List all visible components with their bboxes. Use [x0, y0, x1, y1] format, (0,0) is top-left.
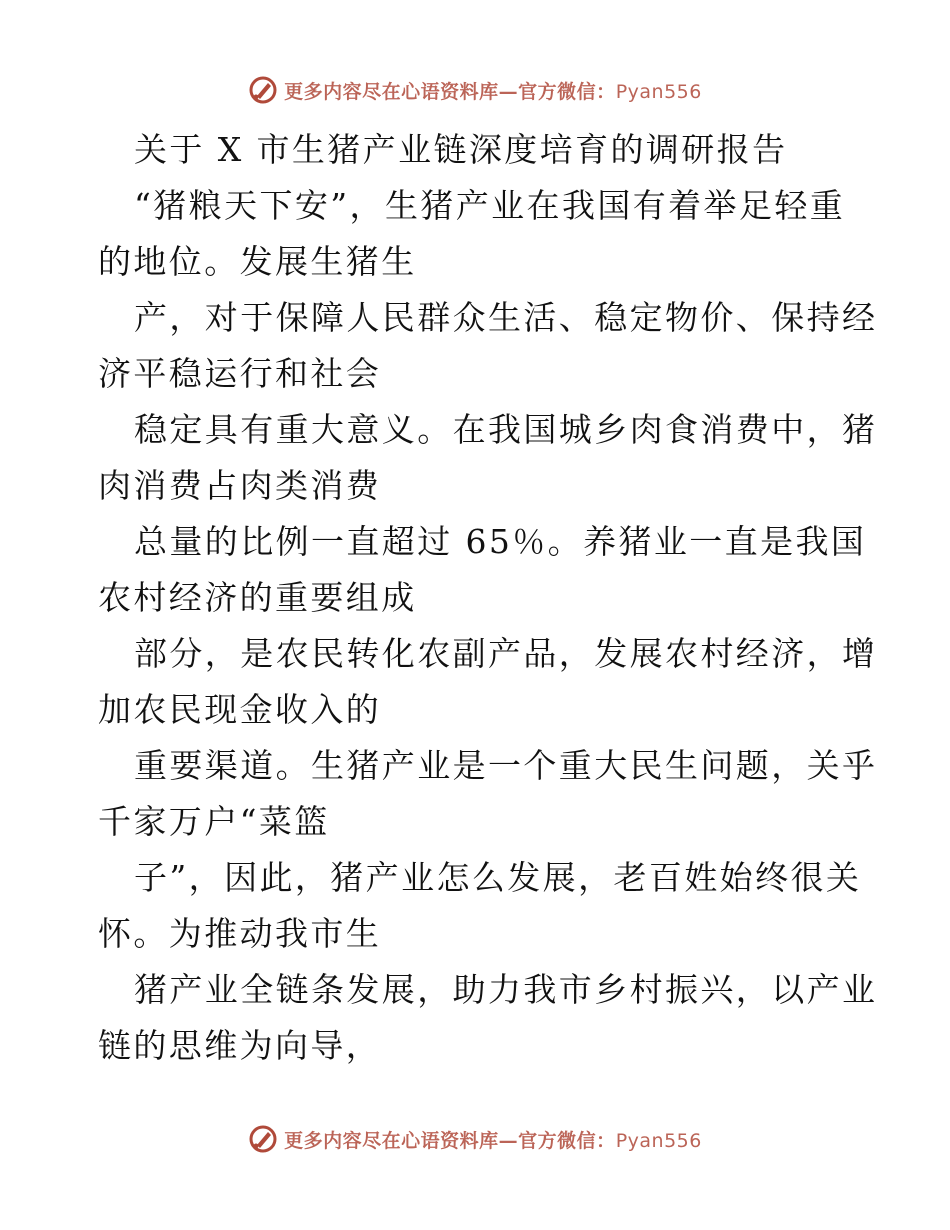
paragraph-line: 加农民现金收入的 [98, 690, 382, 729]
watermark-main: 更多内容尽在心语资料库 [284, 1129, 499, 1152]
watermark-separator: — [498, 1129, 519, 1152]
paragraph-line: 总量的比例一直超过 65％。养猪业一直是我国 [134, 522, 867, 561]
watermark-text [284, 77, 702, 104]
watermark-tail: 官方微信： [518, 1129, 616, 1152]
paragraph-line: 千家万户“菜篮 [98, 802, 330, 841]
pen-logo-icon [248, 75, 278, 105]
document-body [98, 122, 878, 1074]
paragraph-line: “猪粮天下安”，生猪产业在我国有着举足轻重 [134, 186, 846, 225]
watermark-banner-top [0, 70, 950, 110]
paragraph-line: 子”，因此，猪产业怎么发展，老百姓始终很关 [134, 858, 862, 897]
watermark-wechat-id: Pyan556 [615, 1129, 702, 1152]
paragraph-line: 部分，是农民转化农副产品，发展农村经济，增 [134, 634, 878, 673]
paragraph-line: 链的思维为向导， [98, 1026, 382, 1065]
watermark-inner [248, 1124, 702, 1154]
paragraph-line: 稳定具有重大意义。在我国城乡肉食消费中，猪 [134, 410, 878, 449]
watermark-inner [248, 75, 702, 105]
paragraph-line: 重要渠道。生猪产业是一个重大民生问题，关乎 [134, 746, 878, 785]
paragraph-line: 农村经济的重要组成 [98, 578, 417, 617]
document-title: 关于 X 市生猪产业链深度培育的调研报告 [134, 130, 788, 169]
paragraph-line: 产，对于保障人民群众生活、稳定物价、保持经 [134, 298, 878, 337]
pen-logo-icon [248, 1124, 278, 1154]
paragraph-line: 猪产业全链条发展，助力我市乡村振兴，以产业 [134, 970, 878, 1009]
watermark-wechat-id: Pyan556 [615, 80, 702, 103]
paragraph-line: 济平稳运行和社会 [98, 354, 382, 393]
watermark-tail: 官方微信： [518, 80, 616, 103]
watermark-banner-bottom [0, 1119, 950, 1159]
paragraph-line: 的地位。发展生猪生 [98, 242, 417, 281]
watermark-main: 更多内容尽在心语资料库 [284, 80, 499, 103]
paragraph-line: 怀。为推动我市生 [98, 914, 382, 953]
watermark-text [284, 1126, 702, 1153]
watermark-separator: — [498, 80, 519, 103]
paragraph-line: 肉消费占肉类消费 [98, 466, 382, 505]
